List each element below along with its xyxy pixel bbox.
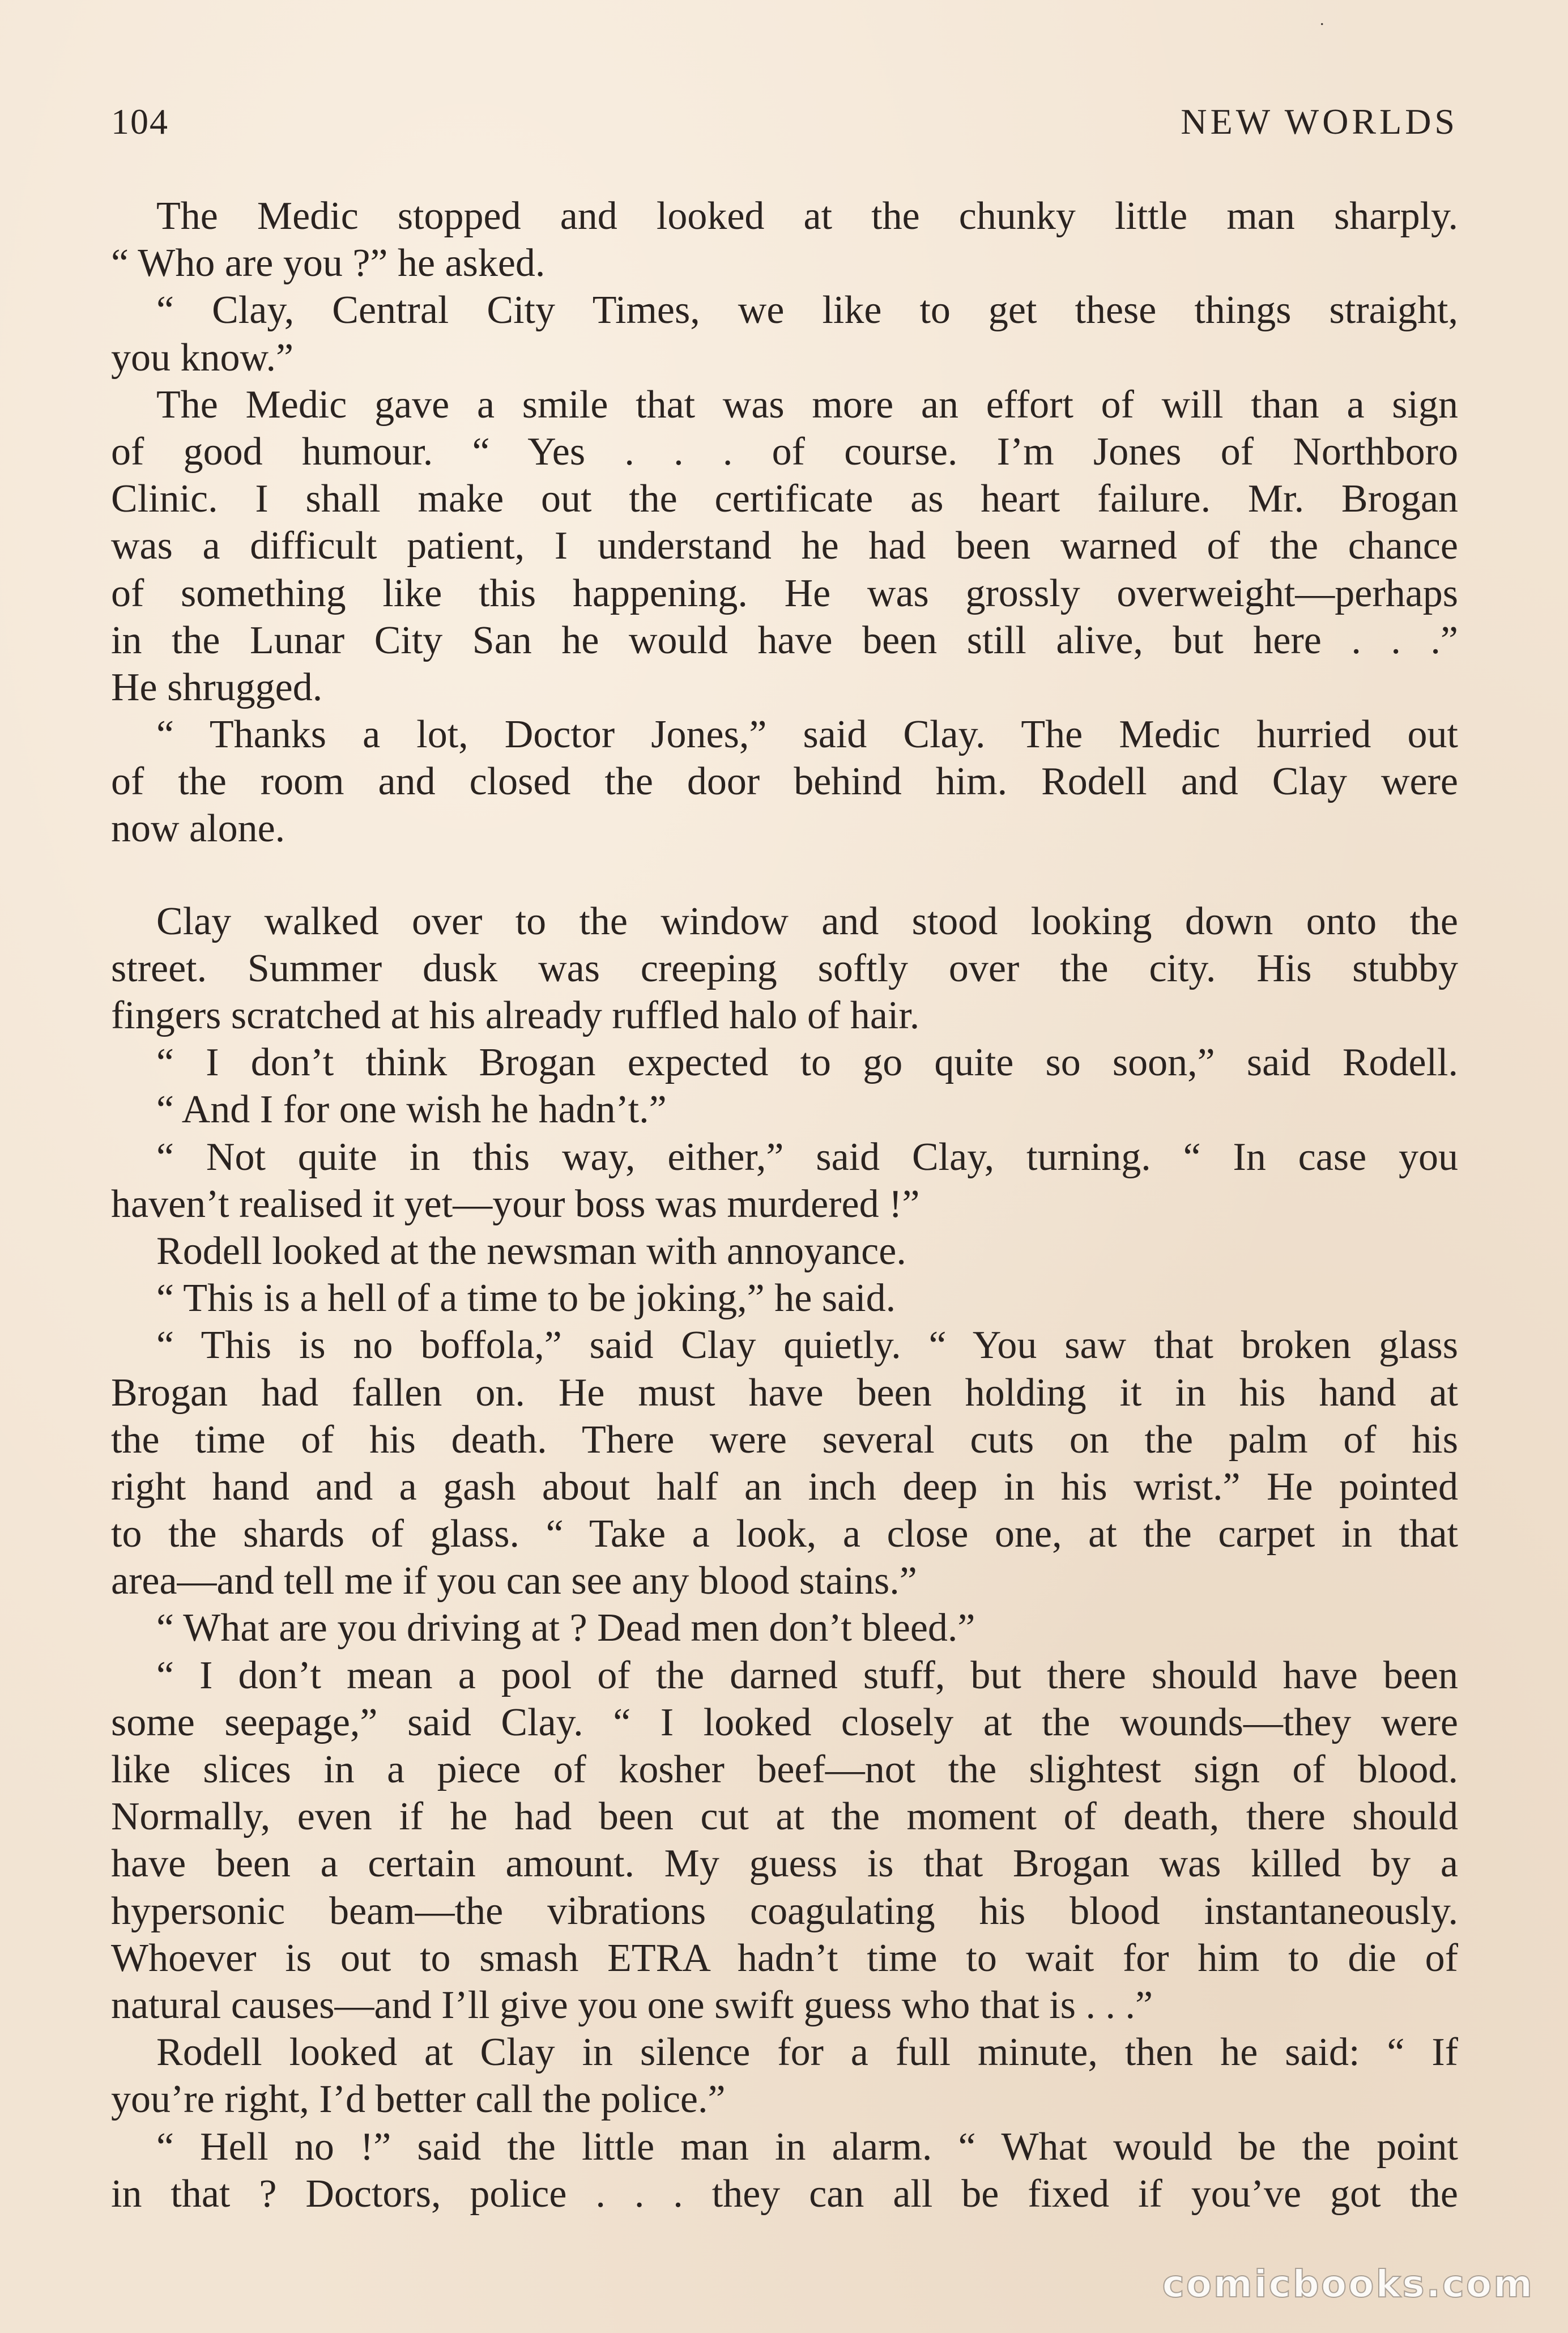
text-line: of something like this happening. He was grossly overweight—perhaps xyxy=(111,571,1458,615)
text-line: Normally, even if he had been cut at the moment of death, there should xyxy=(111,1795,1458,1839)
text-line: was a difficult patient, I understand he had been warned of the chance xyxy=(111,524,1458,568)
text-line: “ Who are you ?” he asked. xyxy=(111,241,546,286)
text-line: “ What are you driving at ? Dead men don’t bleed.” xyxy=(156,1606,975,1650)
body-text xyxy=(111,193,1458,2217)
text-line: like slices in a piece of kosher beef—not the slightest sign of blood. xyxy=(111,1748,1458,1791)
text-line: fingers scratched at his already ruffled halo of hair. xyxy=(111,994,920,1037)
text-line: “ And I for one wish he hadn’t.” xyxy=(156,1088,667,1132)
text-line: “ This is a hell of a time to be joking,” he said. xyxy=(156,1276,896,1321)
text-line: some seepage,” said Clay. “ I looked closely at the wounds—they were xyxy=(111,1700,1458,1744)
text-line: “ Clay, Central City Times, we like to get these things straight, xyxy=(156,288,1458,333)
text-line: street. Summer dusk was creeping softly over the city. His stubby xyxy=(111,946,1458,990)
text-line: Rodell looked at Clay in silence for a full minute, then he said: “ If xyxy=(156,2030,1458,2075)
text-line: in the Lunar City San he would have been still alive, but here . . .” xyxy=(111,618,1458,662)
running-head xyxy=(111,101,1458,152)
text-line: of good humour. “ Yes . . . of course. I’m Jones of Northboro xyxy=(111,429,1458,474)
page-number: 104 xyxy=(111,101,169,142)
text-line: the time of his death. There were several cuts on the palm of his xyxy=(111,1417,1458,1462)
text-line: area—and tell me if you can see any blood stains.” xyxy=(111,1559,917,1603)
text-line: of the room and closed the door behind him. Rodell and Clay were xyxy=(111,760,1458,804)
text-line: Clay walked over to the window and stood looking down onto the xyxy=(156,899,1458,943)
text-line: “ Not quite in this way, either,” said Clay, turning. “ In case you xyxy=(156,1135,1458,1179)
text-line: “ I don’t mean a pool of the darned stuff, but there should have been xyxy=(156,1653,1458,1697)
text-line: “ This is no boffola,” said Clay quietly. “ You saw that broken glass xyxy=(156,1323,1458,1368)
text-line: right hand and a gash about half an inch deep in his wrist.” He pointed xyxy=(111,1464,1458,1509)
text-line: Rodell looked at the newsman with annoyance. xyxy=(156,1229,906,1273)
section-break xyxy=(111,853,1458,898)
text-line: you’re right, I’d better call the police.” xyxy=(111,2077,726,2122)
running-title: NEW WORLDS xyxy=(1181,101,1458,142)
text-line: natural causes—and I’ll give you one swift guess who that is . . .” xyxy=(111,1983,1153,2027)
text-line: Brogan had fallen on. He must have been holding it in his hand at xyxy=(111,1370,1458,1415)
text-line: hypersonic beam—the vibrations coagulating his blood instantaneously. xyxy=(111,1889,1458,1933)
text-line: now alone. xyxy=(111,807,286,851)
text-line: “ Hell no !” said the little man in alarm. “ What would be the point xyxy=(156,2125,1458,2169)
text-line: He shrugged. xyxy=(111,665,323,709)
text-line: Whoever is out to smash ETRA hadn’t time to wait for him to die of xyxy=(111,1936,1458,1980)
text-line: to the shards of glass. “ Take a look, a close one, at the carpet in that xyxy=(111,1512,1458,1556)
text-line: “ Thanks a lot, Doctor Jones,” said Clay. The Medic hurried out xyxy=(156,713,1458,757)
text-line: you know.” xyxy=(111,335,294,380)
text-line: The Medic gave a smile that was more an effort of will than a sign xyxy=(156,382,1458,427)
watermark: comicbooks.com xyxy=(1162,2262,1534,2306)
top-mark: . xyxy=(1320,10,1324,29)
text-line: Clinic. I shall make out the certificate as heart failure. Mr. Brogan xyxy=(111,477,1458,521)
text-line: in that ? Doctors, police . . . they can all be fixed if you’ve got the xyxy=(111,2172,1458,2216)
text-line: have been a certain amount. My guess is that Brogan was killed by a xyxy=(111,1842,1458,1886)
text-line: The Medic stopped and looked at the chunky little man sharply. xyxy=(156,194,1458,238)
text-line: haven’t realised it yet—your boss was murdered !” xyxy=(111,1182,920,1226)
text-line: “ I don’t think Brogan expected to go quite so soon,” said Rodell. xyxy=(156,1041,1458,1085)
